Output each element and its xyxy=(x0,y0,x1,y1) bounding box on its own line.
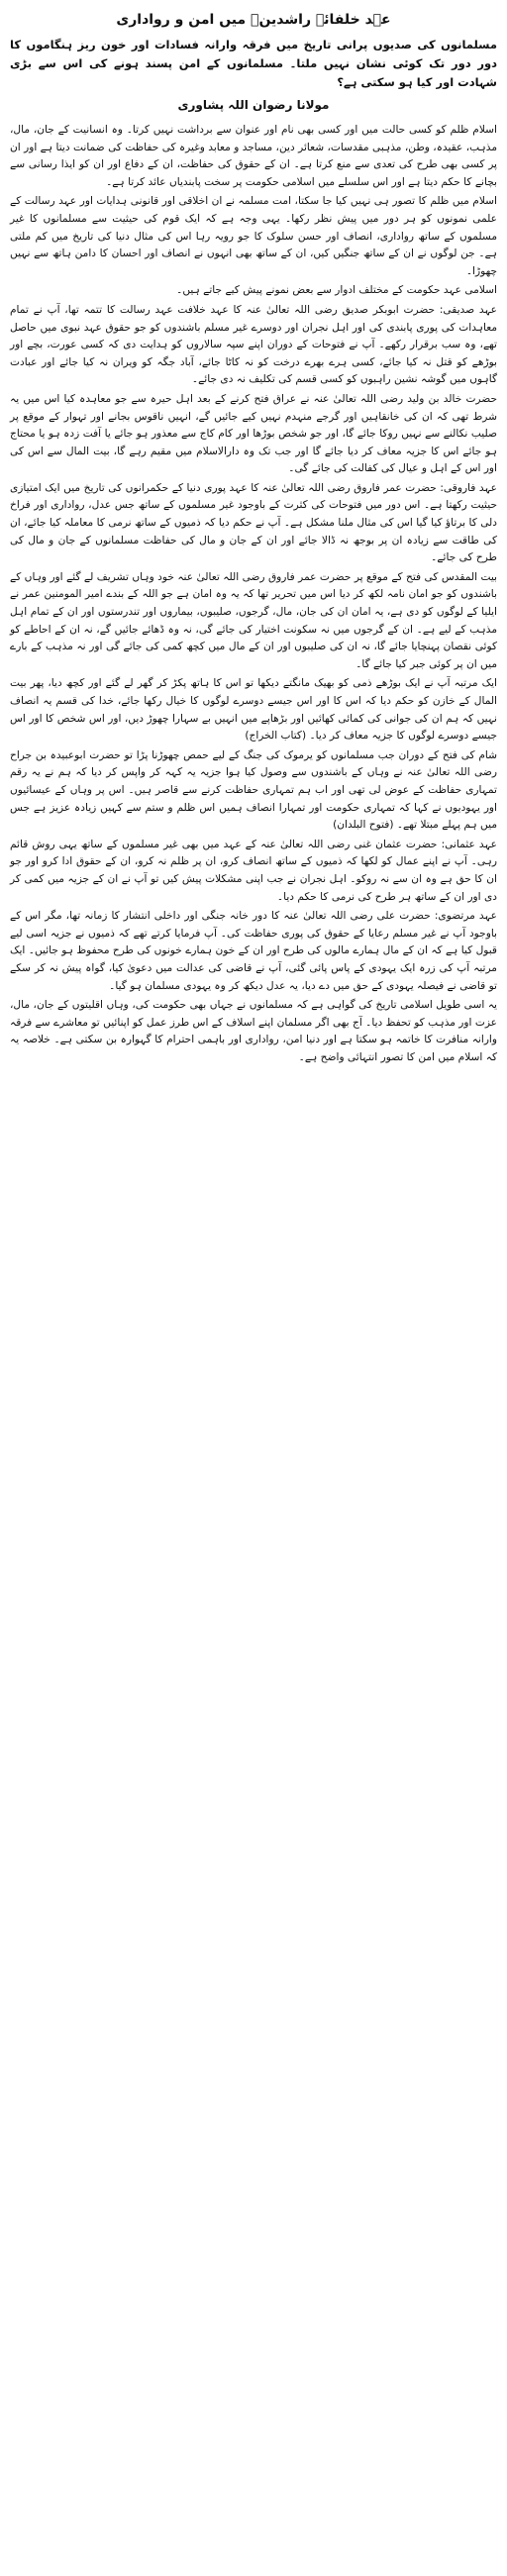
article-paragraph: ایک مرتبہ آپ نے ایک بوڑھے ذمی کو بھیک مانگتے دیکھا تو اس کا ہاتھ پکڑ کر گھر لے گئے اور کچھ دیا، پھر بیت المال کے خازن کو حکم دیا کہ اس کا اور اس جیسے دوسرے لوگوں کا خیال رکھا جائے، خدا کی قسم یہ انصاف نہیں کہ ہم ان کی جوانی کی کمائی کھائیں اور بڑھاپے میں انہیں بے سہارا چھوڑ دیں، اور اس شخص کا اور اس جیسے دوسرے لوگوں کا جزیہ معاف کر دیا۔ (کتاب الخراج) xyxy=(10,677,497,743)
article-lede: مسلمانوں کی صدیوں پرانی تاریخ میں فرقہ وارانہ فسادات اور خون ریز ہنگاموں کا دور دور تک کوئی نشان نہیں ملتا۔ مسلمانوں کے امن پسند ہونے کی اس سے بڑی شہادت اور کیا ہو سکتی ہے؟ xyxy=(10,38,497,89)
article-paragraph: اسلام میں ظلم کا تصور ہی نہیں کیا جا سکتا، امت مسلمہ نے ان اخلاقی اور قانونی ہدایات اور عہد رسالت کے علمی نمونوں کو ہر دور میں پیش نظر رکھا۔ یہی وجہ ہے کہ ایک قوم کی حیثیت سے مسلمانوں کا غیر مسلموں کے ساتھ رواداری، انصاف اور حسن سلوک کا جو رویہ رہا اس کی مثال دنیا کی تاریخ میں کم ملتی ہے۔ جن لوگوں نے ان کے ساتھ جنگیں کیں، ان کے ساتھ بھی انہوں نے انصاف اور احسان کا دامن ہاتھ سے نہیں چھوڑا۔ xyxy=(10,195,497,277)
article-byline: مولانا رضوان اللہ پشاوری xyxy=(177,98,330,112)
article-paragraph: عہد عثمانی: حضرت عثمان غنی رضی اللہ تعالیٰ عنہ کے عہد میں بھی غیر مسلموں کے ساتھ یہی روش قائم رہی۔ آپ نے اپنے عمال کو لکھا کہ ذمیوں کے ساتھ انصاف کرو، ان پر ظلم نہ کرو، ان کے حقوق ادا کرو اور جو ان کا حق ہے وہ ان سے نہ روکو۔ اہل نجران نے جب اپنی مشکلات پیش کیں تو آپ نے ان کے جزیہ میں کمی کر دی اور ان کے ساتھ ہر طرح کی نرمی کا حکم دیا۔ xyxy=(10,838,497,903)
article-paragraph: عہد فاروقی: حضرت عمر فاروق رضی اللہ تعالیٰ عنہ کا عہد پوری دنیا کے حکمرانوں کی تاریخ میں ایک امتیازی حیثیت رکھتا ہے۔ اس دور میں فتوحات کی کثرت کے باوجود غیر مسلموں کے ساتھ جس عدل، رواداری اور فراخ دلی کا برتاؤ کیا گیا اس کی مثال ملنا مشکل ہے۔ آپ نے حکم دیا کہ ذمیوں کے ساتھ نرمی کا معاملہ کیا جائے، ان کی طاقت سے زیادہ ان پر بوجھ نہ ڈالا جائے اور ان کے جان و مال کی حفاظت مسلمانوں کے جان و مال کی طرح کی جائے۔ xyxy=(10,481,497,564)
article-paragraph: عہد مرتضوی: حضرت علی رضی اللہ تعالیٰ عنہ کا دور خانہ جنگی اور داخلی انتشار کا زمانہ تھا، مگر اس کے باوجود آپ نے غیر مسلم رعایا کے حقوق کی پوری حفاظت کی۔ آپ فرمایا کرتے تھے کہ ذمیوں نے جزیہ اسی لیے قبول کیا ہے کہ ان کے مال ہمارے مالوں کی طرح اور ان کے خون ہمارے خونوں کی طرح محفوظ ہو جائیں۔ ایک مرتبہ آپ کی زرہ ایک یہودی کے پاس پائی گئی، آپ نے قاضی کی عدالت میں دعویٰ کیا، گواہ پیش نہ کر سکے تو قاضی نے فیصلہ یہودی کے حق میں دے دیا، یہ عدل دیکھ کر وہ یہودی مسلمان ہو گیا۔ xyxy=(10,910,497,992)
article-paragraph: اسلامی عہد حکومت کے مختلف ادوار سے بعض نمونے پیش کیے جاتے ہیں۔ xyxy=(176,284,497,297)
article-paragraph: اسلام ظلم کو کسی حالت میں اور کسی بھی نام اور عنوان سے برداشت نہیں کرتا۔ وہ انسانیت کے جان، مال، مذہب، عقیدہ، وطن، مذہبی مقدسات، شعائر دین، مساجد و معابد وغیرہ کی حفاظت کی ضمانت دیتا ہے اور ان پر کسی بھی طرح کی تعدی سے منع کرتا ہے۔ ان کے حقوق کی حفاظت، ان کے دفاع اور ان کو ایذا رسانی سے بچانے کا حکم دیتا ہے اور اس سلسلے میں اسلامی حکومت پر سخت پابندیاں عائد کرتا ہے۔ xyxy=(10,124,497,188)
article-paragraph: بیت المقدس کی فتح کے موقع پر حضرت عمر فاروق رضی اللہ تعالیٰ عنہ خود وہاں تشریف لے گئے اور وہاں کے باشندوں کو جو امان نامہ لکھ کر دیا اس میں تحریر تھا کہ یہ وہ امان ہے جو اللہ کے بندے امیر المومنین عمر نے ایلیا کے لوگوں کو دی ہے، یہ امان ان کی جان، مال، گرجوں، صلیبوں، بیماروں اور تندرستوں اور ان کے تمام اہل مذہب کے لیے ہے۔ ان کے گرجوں میں نہ سکونت اختیار کی جائے گی، نہ وہ ڈھائے جائیں گے، نہ ان کے احاطے کو کوئی نقصان پہنچایا جائے گا، نہ ان کی صلیبوں اور ان کے مال میں کچھ کمی کی جائے گی اور نہ مذہب کے بارے میں ان پر کوئی جبر کیا جائے گا۔ xyxy=(10,570,497,670)
article-title: عہد خلفائے راشدینؓ میں امن و رواداری xyxy=(116,12,391,28)
article-body xyxy=(10,122,497,1066)
article-paragraph: یہ اسی طویل اسلامی تاریخ کی گواہی ہے کہ مسلمانوں نے جہاں بھی حکومت کی، وہاں اقلیتوں کے جان، مال، عزت اور مذہب کو تحفظ دیا۔ آج بھی اگر مسلمان اپنے اسلاف کے اس طرز عمل کو اپنائیں تو معاشرے سے فرقہ وارانہ منافرت کا خاتمہ ہو سکتا ہے اور دنیا امن، رواداری اور باہمی احترام کا گہوارہ بن سکتی ہے۔ خلاصہ یہ کہ اسلام میں امن کا تصور انتہائی واضح ہے۔ xyxy=(10,999,497,1063)
article-paragraph: حضرت خالد بن ولید رضی اللہ تعالیٰ عنہ نے عراق فتح کرنے کے بعد اہل حیرہ سے جو معاہدہ کیا اس میں یہ شرط تھی کہ ان کی خانقاہیں اور گرجے منہدم نہیں کیے جائیں گے، انہیں ناقوس بجانے اور تہوار کے موقع پر صلیب نکالنے سے نہیں روکا جائے گا، اور جو شخص بوڑھا اور کام کاج سے معذور ہو جائے یا آفت زدہ ہو یا محتاج ہو جائے اس کا جزیہ معاف کر دیا جائے گا اور جب تک وہ دارالاسلام میں مقیم رہے گا، بیت المال سے اس کی اور اس کے اہل و عیال کی کفالت کی جائے گی۔ xyxy=(10,392,497,475)
article-paragraph: عہد صدیقی: حضرت ابوبکر صدیق رضی اللہ تعالیٰ عنہ کا عہد خلافت عہد رسالت کا تتمہ تھا، آپ نے تمام معاہدات کی پوری پابندی کی اور اہل نجران اور دوسرے غیر مسلم باشندوں کو جو حقوق عہد نبوی میں حاصل تھے، وہ سب برقرار رکھے۔ آپ نے فتوحات کے دوران اپنے سپہ سالاروں کو ہدایت دی کہ کسی عورت، بچے اور بوڑھے کو قتل نہ کیا جائے، کسی ہرے بھرے درخت کو نہ کاٹا جائے، آباد جگہ کو ویران نہ کیا جائے اور عبادت گاہوں میں گوشہ نشین راہبوں کو کسی قسم کی تکلیف نہ دی جائے۔ xyxy=(10,303,497,386)
article-paragraph: شام کی فتح کے دوران جب مسلمانوں کو یرموک کی جنگ کے لیے حمص چھوڑنا پڑا تو حضرت ابوعبیدہ بن جراح رضی اللہ تعالیٰ عنہ نے وہاں کے باشندوں سے وصول کیا ہوا جزیہ یہ کہہ کر واپس کر دیا کہ ہم نے یہ رقم تمہاری حفاظت کے عوض لی تھی اور اب ہم تمہاری حفاظت کرنے سے قاصر ہیں۔ اس پر وہاں کے عیسائیوں اور یہودیوں نے کہا کہ تمہاری حکومت اور تمہارا انصاف ہمیں اس ظلم و ستم سے کہیں زیادہ عزیز ہے جس میں ہم پہلے مبتلا تھے۔ (فتوح البلدان) xyxy=(10,748,497,832)
